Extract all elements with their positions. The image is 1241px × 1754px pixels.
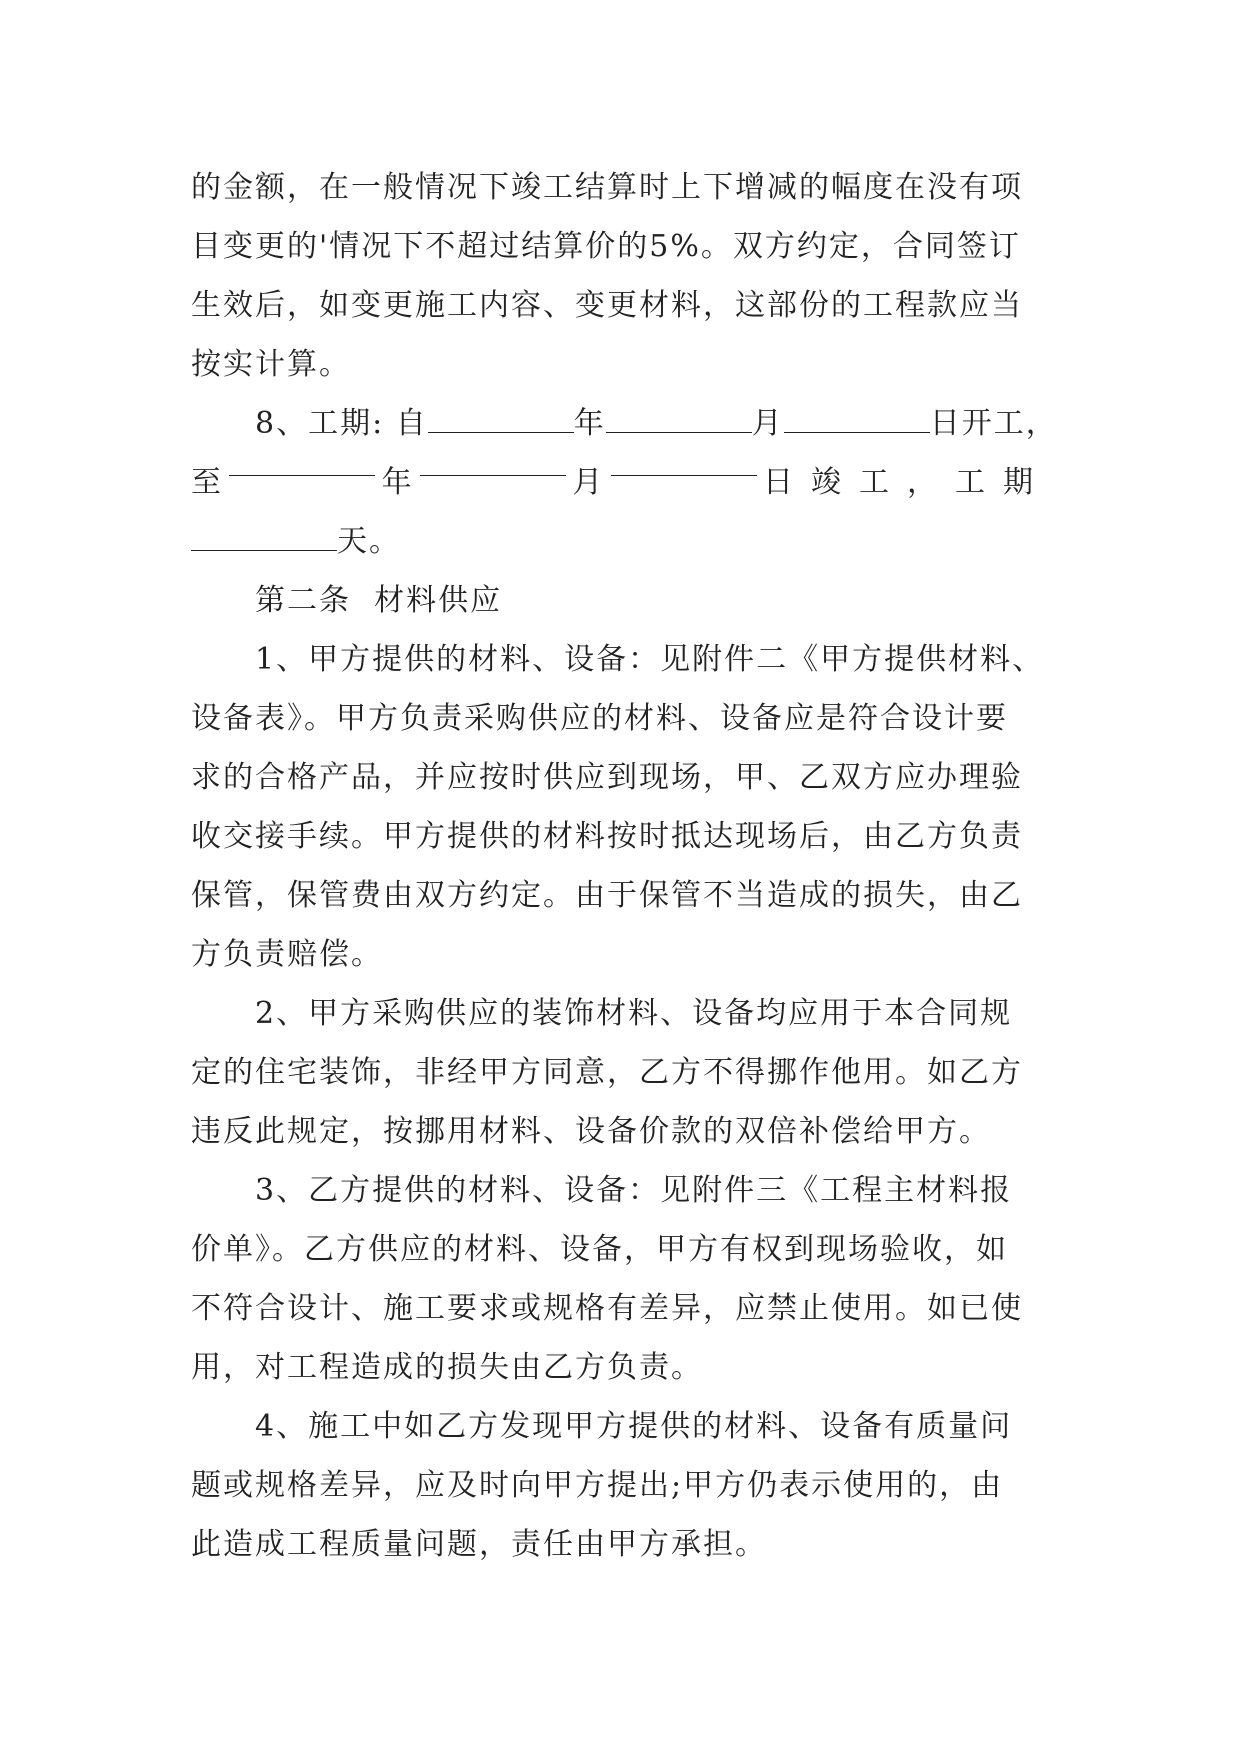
section-heading: 第二条 材料供应 (255, 583, 503, 618)
clause-line: 价单》。乙方供应的材料、设备，甲方有权到现场验收，如 (191, 1232, 1008, 1267)
clause-line: 方负责赔偿。 (191, 937, 383, 972)
paragraph-line: 生效后，如变更施工内容、变更材料，这部份的工程款应当 (191, 288, 1023, 323)
start-day-blank (784, 410, 930, 433)
schedule-month-label: 月 (751, 406, 784, 441)
schedule-end-suffix: 日竣工，工期 (762, 465, 1051, 500)
clause-line: 4、施工中如乙方发现甲方提供的材料、设备有质量问 (255, 1409, 1013, 1444)
clause-line: 题或规格差异，应及时向甲方提出;甲方仍表示使用的，由 (191, 1468, 1004, 1503)
schedule-end-prefix: 至 (191, 465, 223, 500)
clause-line: 收交接手续。甲方提供的材料按时抵达现场后，由乙方负责 (191, 819, 1023, 854)
start-month-blank (606, 410, 752, 433)
schedule-end-month-label: 月 (572, 465, 605, 500)
schedule-line-duration (191, 512, 1051, 571)
end-day-blank (611, 453, 757, 476)
schedule-prefix: 8、工期: 自 (255, 406, 428, 441)
schedule-suffix: 日开工， (929, 406, 1058, 441)
duration-days-blank (191, 528, 337, 551)
clause-line: 用，对工程造成的损失由乙方负责。 (191, 1350, 703, 1385)
clause-line: 违反此规定，按挪用材料、设备价款的双倍补偿给甲方。 (191, 1114, 991, 1149)
schedule-duration-suffix: 天。 (337, 524, 401, 559)
schedule-line-start (191, 394, 1058, 453)
schedule-line-end (191, 453, 1051, 512)
paragraph-line: 的金额，在一般情况下竣工结算时上下增减的幅度在没有项 (191, 170, 1023, 205)
clause-line: 1、甲方提供的材料、设备：见附件二《甲方提供材料、 (255, 642, 1045, 677)
clause-line: 设备表》。甲方负责采购供应的材料、设备应是符合设计要 (191, 701, 1008, 736)
clause-line: 求的合格产品，并应按时供应到现场，甲、乙双方应办理验 (191, 760, 1023, 795)
clause-line: 保管，保管费由双方约定。由于保管不当造成的损失，由乙 (191, 878, 1023, 913)
schedule-year-label: 年 (573, 406, 606, 441)
end-month-blank (420, 453, 566, 476)
clause-line: 3、乙方提供的材料、设备：见附件三《工程主材料报 (255, 1173, 1013, 1208)
paragraph-line: 按实计算。 (191, 347, 351, 382)
clause-line: 定的住宅装饰，非经甲方同意，乙方不得挪作他用。如乙方 (191, 1055, 1023, 1090)
schedule-end-year-label: 年 (381, 465, 414, 500)
document-body (191, 158, 1058, 1574)
end-year-blank (229, 453, 375, 476)
clause-line: 不符合设计、施工要求或规格有差异，应禁止使用。如已使 (191, 1291, 1023, 1326)
clause-line: 此造成工程质量问题，责任由甲方承担。 (191, 1527, 767, 1562)
paragraph-line: 目变更的'情况下不超过结算价的5%。双方约定，合同签订 (191, 229, 1021, 264)
clause-line: 2、甲方采购供应的装饰材料、设备均应用于本合同规 (255, 996, 1013, 1031)
start-year-blank (428, 410, 574, 433)
